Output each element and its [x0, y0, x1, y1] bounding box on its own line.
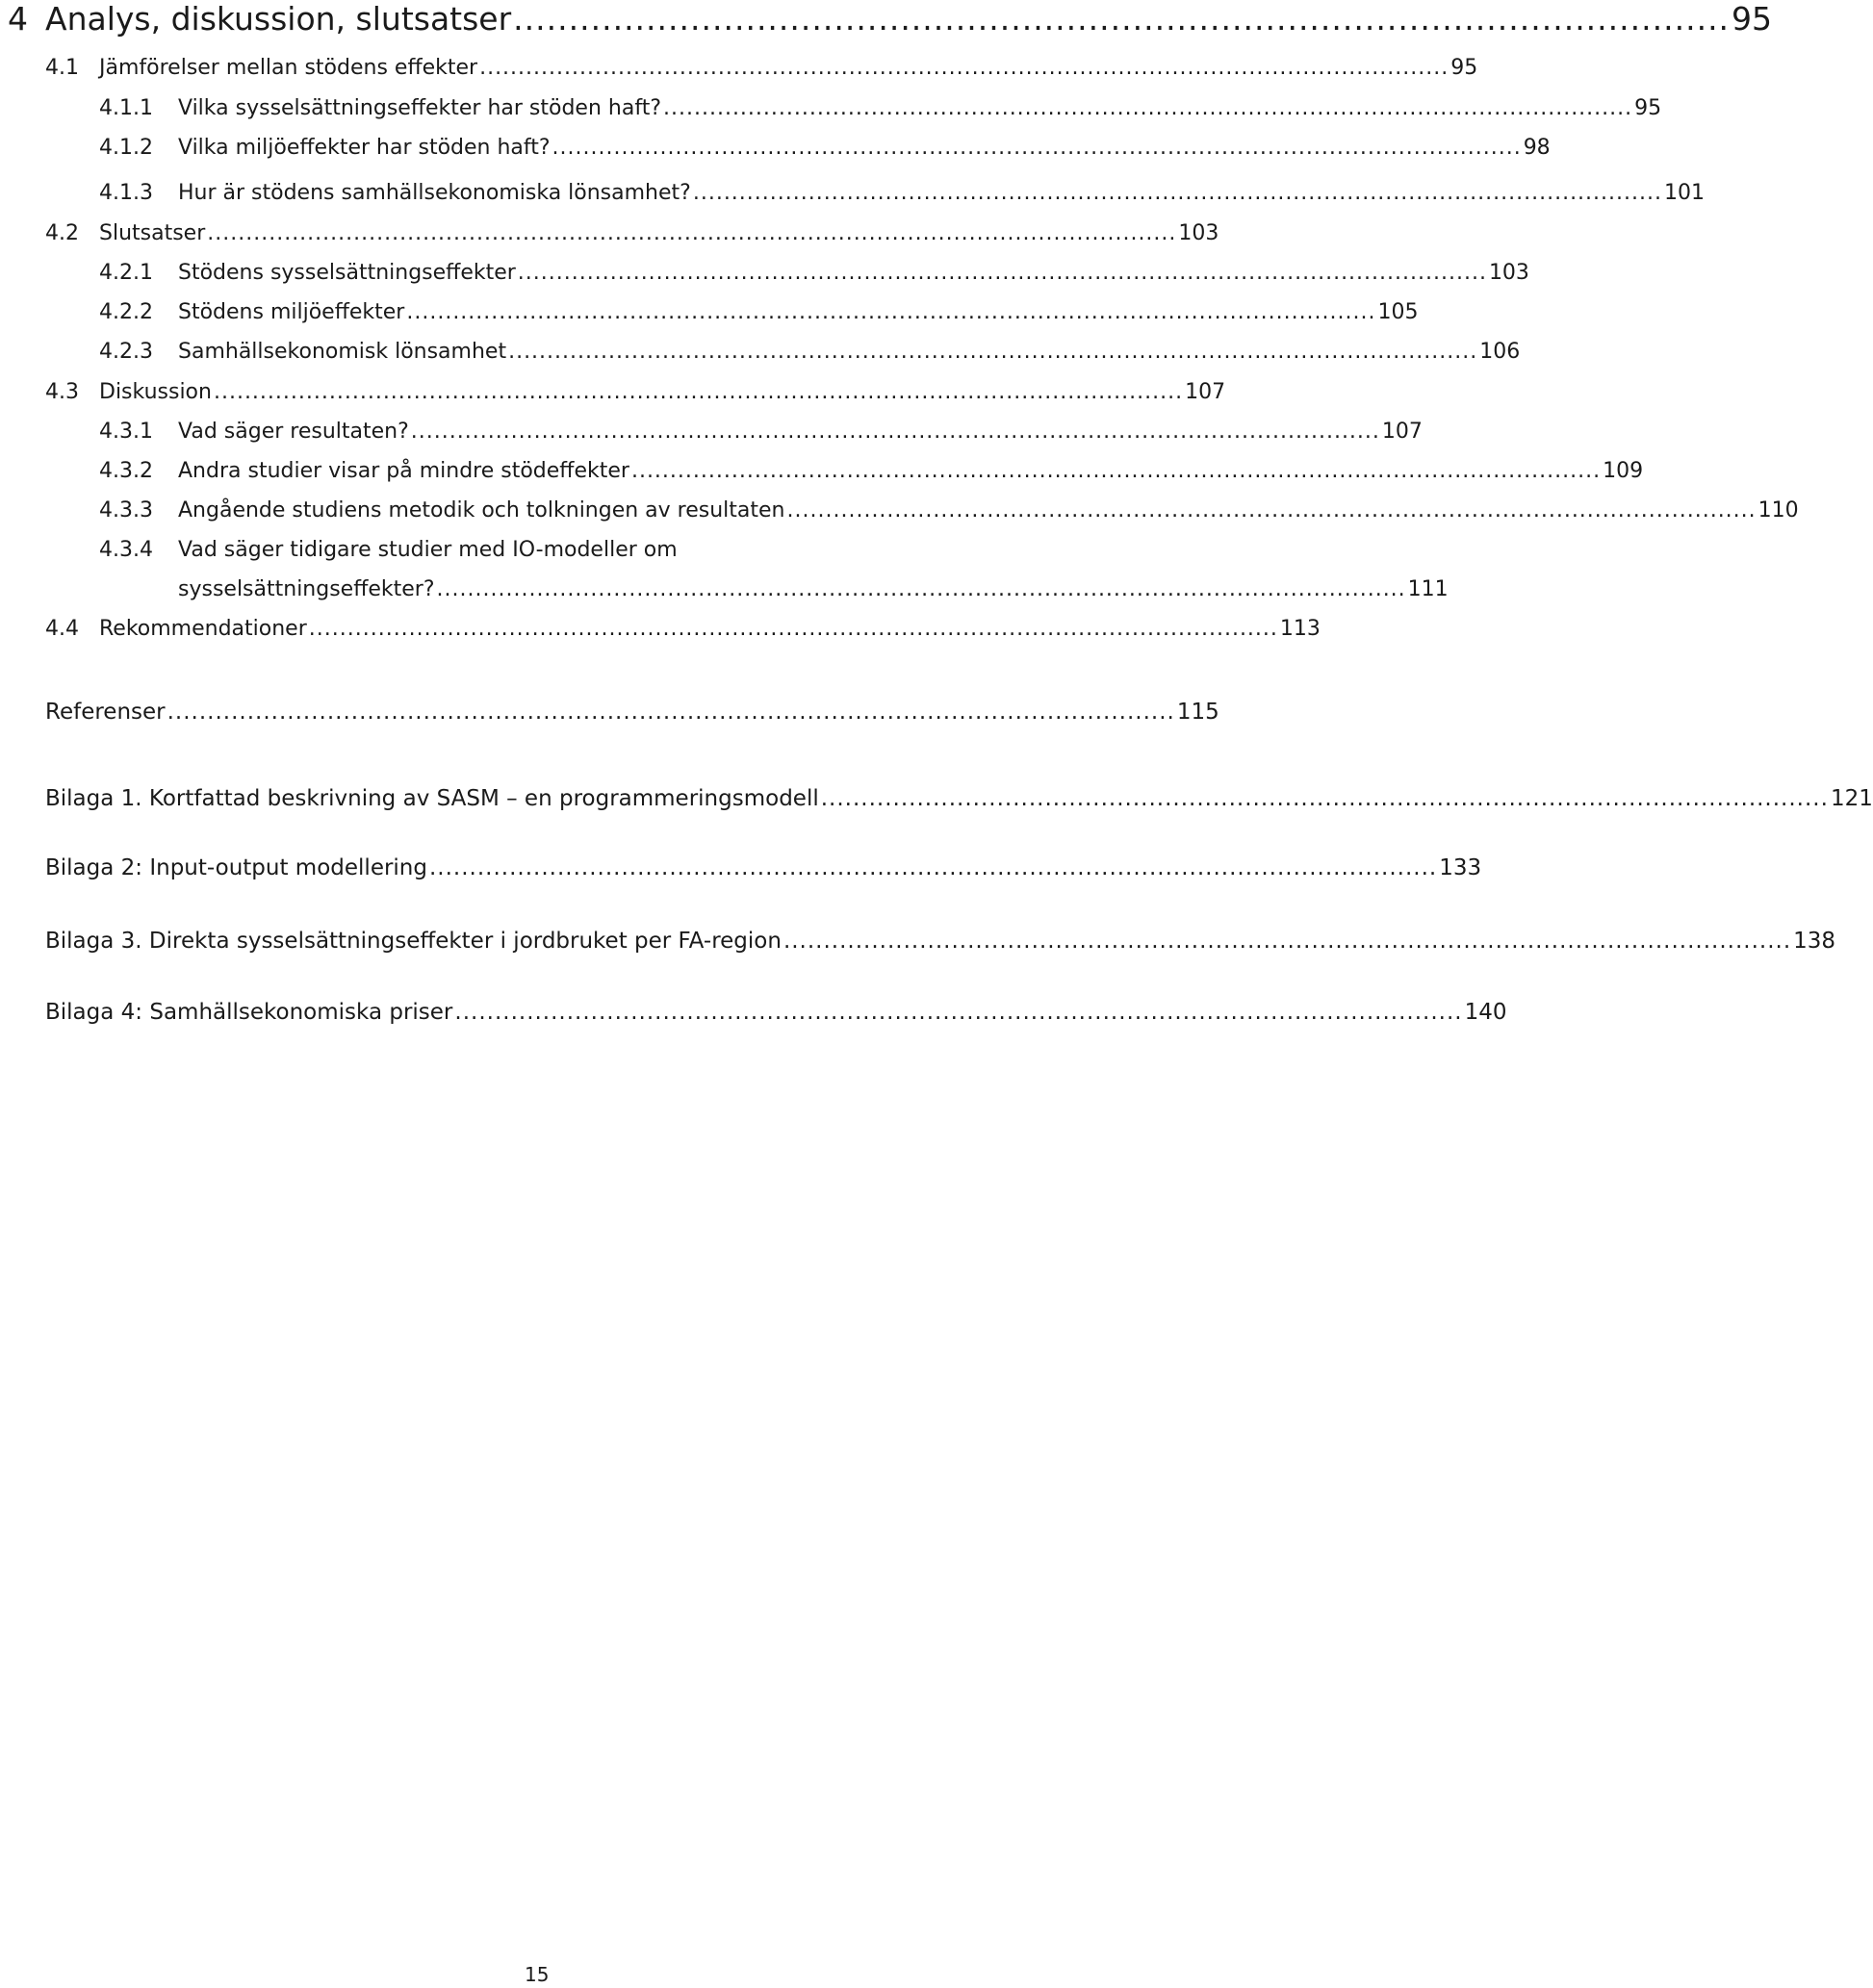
- toc-title: Bilaga 2: Input-output modellering: [45, 855, 427, 880]
- toc-page: 138: [1793, 929, 1836, 954]
- toc-page: 101: [1663, 181, 1705, 205]
- toc-number: 4.2: [45, 221, 79, 245]
- toc-page: 103: [1178, 221, 1219, 245]
- toc-leader: ..............................................................................................................................: [207, 221, 1177, 245]
- toc-leader: ..............................................................................................................................: [820, 786, 1829, 811]
- toc-page: 109: [1603, 459, 1644, 483]
- toc-title: Angående studiens metodik och tolkningen av resultaten: [178, 498, 785, 522]
- toc-title: Bilaga 1. Kortfattad beskrivning av SASM – en programmeringsmodell: [45, 786, 819, 811]
- toc-leader: ..............................................................................................................................: [630, 459, 1602, 483]
- toc-number: 4.2.3: [99, 340, 153, 364]
- toc-page: 110: [1758, 498, 1799, 522]
- toc-leader: ..............................................................................................................................: [436, 577, 1406, 601]
- toc-number: 4.3: [45, 380, 79, 404]
- toc-number: 4.1: [45, 56, 79, 80]
- toc-leader: ..............................................................................................................: [513, 0, 1731, 38]
- toc-page: 111: [1407, 577, 1449, 601]
- toc-number: 4.3.3: [99, 498, 153, 522]
- toc-title: Bilaga 4: Samhällsekonomiska priser: [45, 1000, 453, 1025]
- toc-page: 106: [1479, 340, 1521, 364]
- toc-page: 98: [1523, 136, 1551, 160]
- toc-title: Slutsatser: [99, 221, 206, 245]
- toc-number: 4.4: [45, 617, 79, 641]
- toc-number: 4.2.2: [99, 300, 153, 324]
- toc-number: 4.3.2: [99, 459, 153, 483]
- toc-page: 115: [1176, 700, 1219, 725]
- toc-leader: ..............................................................................................................................: [429, 855, 1438, 880]
- toc-title: Hur är stödens samhällsekonomiska lönsamhet?: [178, 181, 691, 205]
- toc-title: Bilaga 3. Direkta sysselsättningseffekter i jordbruket per FA-region: [45, 929, 782, 954]
- page-number: 15: [525, 1963, 550, 1986]
- toc-page: 113: [1279, 617, 1321, 641]
- toc-title: Referenser: [45, 700, 166, 725]
- toc-number: 4.3.1: [99, 420, 153, 444]
- toc-title: Andra studier visar på mindre stödeffekter: [178, 459, 629, 483]
- toc-title: Vad säger tidigare studier med IO-modeller om: [178, 538, 678, 562]
- toc-number: 4.1.3: [99, 181, 153, 205]
- toc-page: 103: [1488, 261, 1529, 285]
- toc-page: 105: [1377, 300, 1419, 324]
- toc-number: 4.1.1: [99, 96, 153, 120]
- toc-page: 95: [1450, 56, 1478, 80]
- toc-leader: ..............................................................................................................................: [786, 498, 1757, 522]
- toc-page: 133: [1439, 855, 1482, 880]
- toc-leader: ..............................................................................................................................: [308, 617, 1278, 641]
- toc-page: 107: [1185, 380, 1226, 404]
- toc-page: 95: [1732, 0, 1773, 38]
- toc-title: Stödens miljöeffekter: [178, 300, 405, 324]
- toc-number: 4: [8, 0, 28, 38]
- toc-leader: ..............................................................................................................................: [517, 261, 1487, 285]
- toc-leader: ..............................................................................................................................: [213, 380, 1184, 404]
- toc-title-continued: sysselsättningseffekter?: [178, 577, 435, 601]
- toc-number: 4.3.4: [99, 538, 153, 562]
- toc-title: Analys, diskussion, slutsatser: [45, 0, 512, 38]
- toc-title: Samhällsekonomisk lönsamhet: [178, 340, 507, 364]
- toc-leader: ..............................................................................................................................: [406, 300, 1376, 324]
- toc-number: 4.1.2: [99, 136, 153, 160]
- toc-title: Vilka miljöeffekter har stöden haft?: [178, 136, 551, 160]
- toc-page: 95: [1634, 96, 1662, 120]
- toc-leader: ..............................................................................................................................: [454, 1000, 1463, 1025]
- toc-leader: ..............................................................................................................................: [508, 340, 1478, 364]
- toc-leader: ..............................................................................................................................: [692, 181, 1662, 205]
- toc-title: Diskussion: [99, 380, 212, 404]
- toc-leader: ..............................................................................................................................: [783, 929, 1792, 954]
- toc-title: Stödens sysselsättningseffekter: [178, 261, 516, 285]
- toc-page: 140: [1464, 1000, 1507, 1025]
- toc-leader: ..............................................................................................................................: [552, 136, 1522, 160]
- toc-title: Jämförelser mellan stödens effekter: [99, 56, 478, 80]
- toc-page: 121: [1830, 786, 1873, 811]
- toc-number: 4.2.1: [99, 261, 153, 285]
- toc-page: 107: [1381, 420, 1423, 444]
- toc-title: Vad säger resultaten?: [178, 420, 409, 444]
- toc-leader: ..............................................................................................................................: [167, 700, 1175, 725]
- toc-leader: ..............................................................................................................................: [663, 96, 1633, 120]
- toc-title: Rekommendationer: [99, 617, 307, 641]
- toc-title: Vilka sysselsättningseffekter har stöden haft?: [178, 96, 661, 120]
- toc-leader: ..............................................................................................................................: [410, 420, 1380, 444]
- toc-leader: ..............................................................................................................................: [479, 56, 1450, 80]
